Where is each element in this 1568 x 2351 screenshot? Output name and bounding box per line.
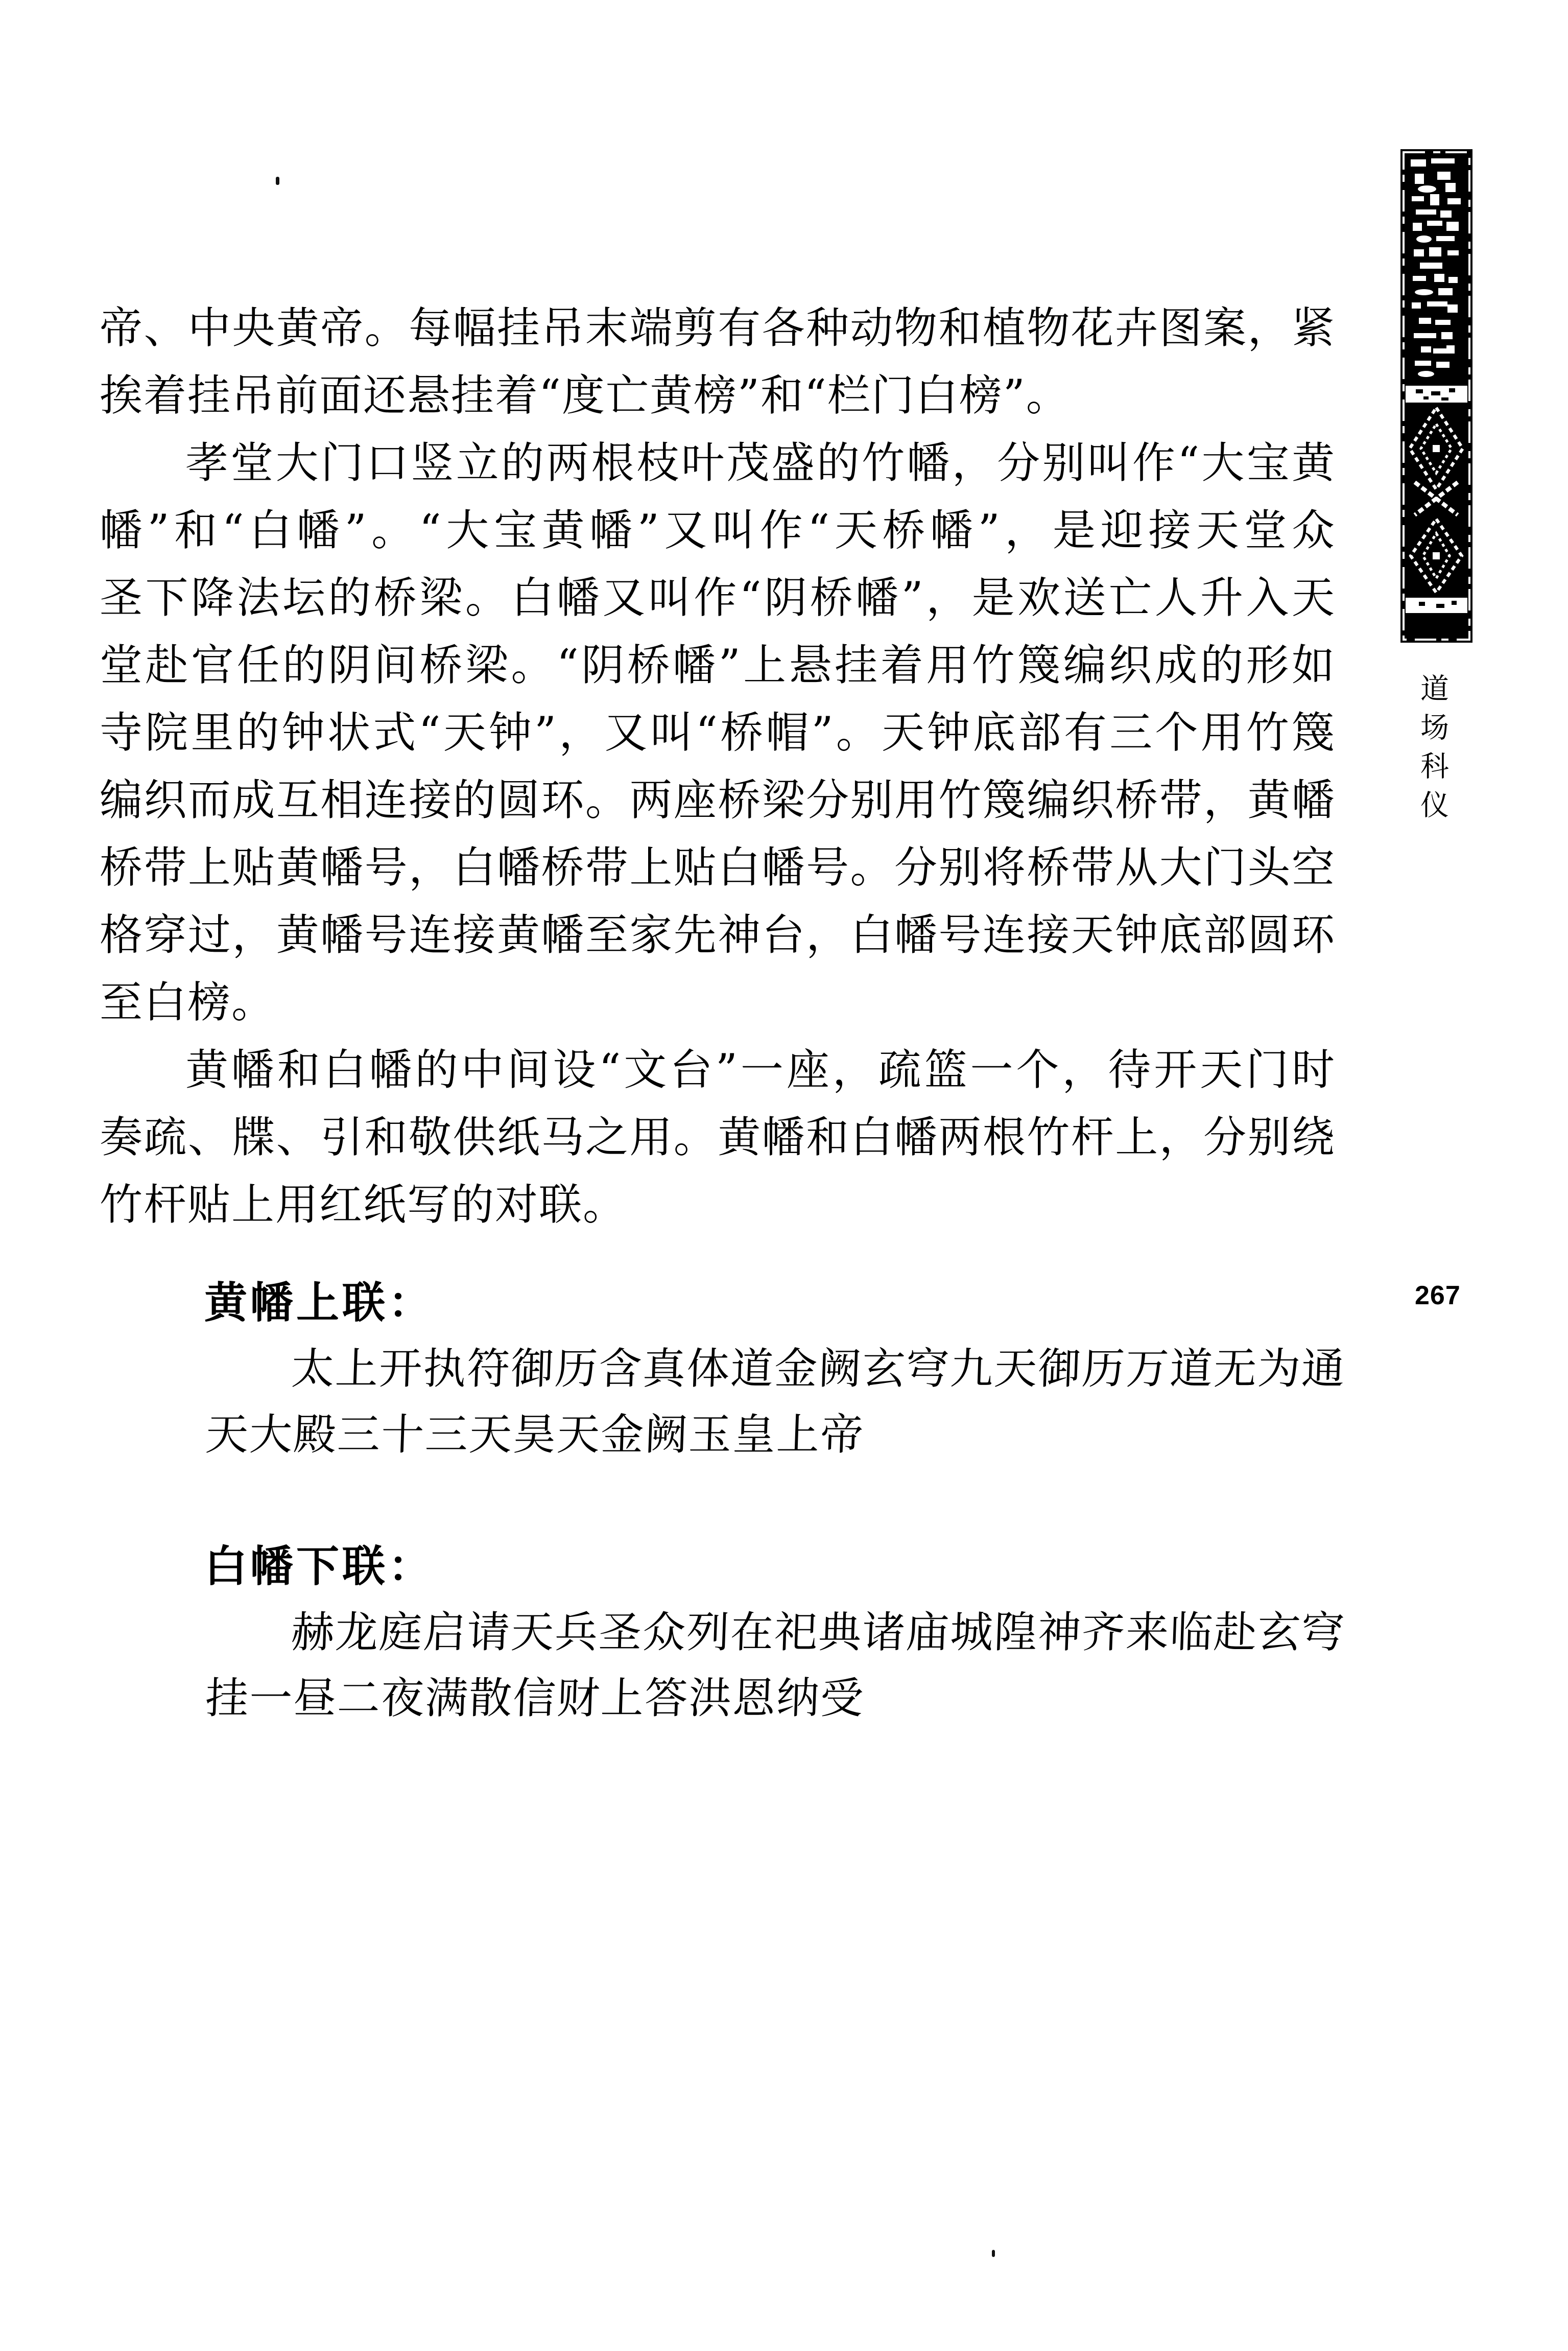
decorative-textile-pattern bbox=[1400, 149, 1472, 643]
white-banner-couplet-line-2: 挂一昼二夜满散信财上答洪恩纳受 bbox=[204, 1673, 865, 1723]
body-text-line: 奏疏、牒、引和敬供纸马之用。黄幡和白幡两根竹杆上，分别绕 bbox=[100, 1112, 1336, 1162]
white-banner-couplet-line-1: 赫龙庭启请天兵圣众列在祀典诸庙城隍神齐来临赴玄穹 bbox=[290, 1607, 1346, 1657]
body-text-line: 寺院里的钟状式“天钟”，又叫“桥帽”。天钟底部有三个用竹篾 bbox=[100, 708, 1336, 758]
body-text-line: 桥带上贴黄幡号，白幡桥带上贴白幡号。分别将桥带从大门头空 bbox=[100, 842, 1336, 892]
body-text-line: 编织而成互相连接的圆环。两座桥梁分别用竹篾编织桥带，黄幡 bbox=[100, 775, 1336, 825]
yellow-banner-couplet-heading: 黄幡上联： bbox=[204, 1278, 435, 1328]
body-text-line: 至白榜。 bbox=[100, 977, 276, 1027]
yellow-banner-couplet-line-1: 太上开执符御历含真体道金阙玄穹九天御历万道无为通 bbox=[290, 1344, 1346, 1394]
ink-speck bbox=[276, 177, 279, 185]
couplet-spacer bbox=[204, 1468, 1389, 1534]
body-text-line: 黄幡和白幡的中间设“文台”一座，疏篮一个，待开天门时 bbox=[185, 1045, 1336, 1095]
body-text-line: 挨着挂吊前面还悬挂着“度亡黄榜”和“栏门白榜”。 bbox=[100, 370, 1070, 420]
body-text bbox=[100, 294, 1336, 1238]
body-text-line: 帝、中央黄帝。每幅挂吊末端剪有各种动物和植物花卉图案，紧 bbox=[100, 303, 1336, 353]
couplet-section bbox=[204, 1270, 1389, 1731]
yellow-banner-couplet-line-2: 天大殿三十三天昊天金阙玉皇上帝 bbox=[204, 1409, 865, 1460]
body-text-line: 竹杆贴上用红纸写的对联。 bbox=[100, 1180, 627, 1230]
body-text-line: 堂赴官任的阴间桥梁。“阴桥幡”上悬挂着用竹篾编织成的形如 bbox=[100, 640, 1336, 690]
ink-speck bbox=[992, 2250, 995, 2257]
body-text-line: 圣下降法坛的桥梁。白幡又叫作“阴桥幡”，是欢送亡人升入天 bbox=[100, 573, 1336, 623]
page-number: 267 bbox=[1415, 1281, 1461, 1310]
body-text-line: 幡”和“白幡”。“大宝黄幡”又叫作“天桥幡”，是迎接天堂众 bbox=[100, 505, 1336, 555]
running-title-vertical: 道场科仪 bbox=[1416, 673, 1449, 829]
textile-pattern-image bbox=[1400, 149, 1472, 643]
body-text-line: 格穿过，黄幡号连接黄幡至家先神台，白幡号连接天钟底部圆环 bbox=[100, 910, 1336, 960]
body-text-line: 孝堂大门口竖立的两根枝叶茂盛的竹幡，分别叫作“大宝黄 bbox=[185, 438, 1336, 488]
white-banner-couplet-heading: 白幡下联： bbox=[204, 1541, 435, 1591]
